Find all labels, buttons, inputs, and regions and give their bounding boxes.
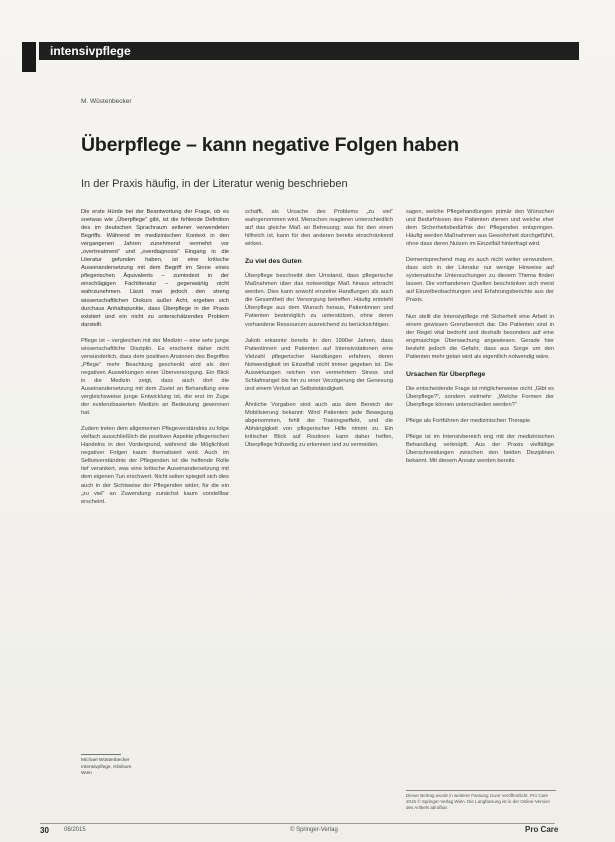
publisher-name: © Springer-Verlag bbox=[290, 827, 338, 833]
section-heading: Zu viel des Guten bbox=[245, 258, 302, 266]
paragraph: Pflege ist – vergleichen mit der Medizin – eine sehr junge wissenschaftliche Disziplin. Es erscheint daher nicht verwunderlich, dass dem positiven Ansinnen des Begriffes „Pflege“ mehr Beachtung geschenkt wird als den negativen Auswirkungen einer Überversorgung. Ein Blick in die Medizin zeigt, dass auch dort die Auseinandersetzung mit dem Zuviel an Behandlung eine vergleichsweise junge Entwicklung ist, die erst im Zuge der evidenzbasierten Medizin an Bedeutung gewonnen hat. bbox=[81, 337, 229, 417]
paragraph: Überpflege beschreibt den Umstand, dass pflegerische Maßnahmen über das notwendige Maß hinaus erbracht werden. Dies kann sowohl einzelne Handlungen als auch die Gesamtheit der Versorgung betreffen. Häufig entsteht Überpflege aus dem Wunsch heraus, Patientinnen und Patienten bestmöglich zu unterstützen, ohne deren vorhandene Ressourcen ausreichend zu berücksichtigen. bbox=[245, 273, 393, 328]
footnote-divider bbox=[81, 754, 121, 755]
issue-number: 06/2015 bbox=[64, 827, 86, 833]
paragraph: Die erste Hürde bei der Beantwortung der Frage, ob es soetwas wie „Überpflege“ gibt, ist die fehlende Definition des im deutschen Sprachraum seltener verwendeten Begriffs. Während im medizinischen Kontext in den vergangenen Jahren zunehmend vermehrt vor „overtreatment“ und „overdiagnosis“ Eingang in die Literatur gefunden haben, ist eine kritische Auseinandersetzung mit dem Begriff im Sinne eines pflegerischen Äquivalents – zumindest in der einschlägigen Fachliteratur – gegenwärtig nicht wahrzunehmen. Lässt man jedoch den streng wissenschaftlichen Diskurs außer Acht, ergeben sich durchaus Anhaltspunkte, dass Überpflege in der Praxis existiert und ein nicht zu unterschätzendes Problem darstellt. bbox=[81, 209, 229, 328]
page-number: 30 bbox=[40, 826, 49, 835]
article-title: Überpflege – kann negative Folgen haben bbox=[81, 134, 459, 156]
text-column-1 bbox=[81, 208, 229, 824]
paragraph: sagen, welche Pflegehandlungen primär den Wünschen und Bedürfnissen des Patienten dienen und welche eher dem Sicherheitsbedürfnis der Pflegenden entspringen. Häufig werden Maßnahmen aus Gewohnheit durchgeführt, ohne dass deren Nutzen im Einzelfall hinterfragt wird. bbox=[406, 209, 554, 248]
paragraph: Dementsprechend mag es auch nicht weiter verwundern, dass sich in der Literatur nur wenige Hinweise auf systematische Untersuchungen zu diesem Thema finden lassen. Die vorhandenen Quellen beschränken sich meist auf Einzelbeobachtungen und Erfahrungsberichte aus der Praxis. bbox=[406, 257, 554, 304]
footnote-line: Michael Wüstenbecker bbox=[81, 758, 130, 763]
section-label: intensivpflege bbox=[50, 44, 131, 58]
author-line: M. Wüstenbecker bbox=[81, 98, 132, 105]
paragraph: schafft, als Ursache des Problems „zu viel“ wahrgenommen wird. Menschen reagieren unterschiedlich auf das gleiche Maß an Betreuung; was für den einen hilfreich ist, kann für den anderen bereits einschränkend wirken. bbox=[245, 209, 393, 248]
footnote-line: Wien bbox=[81, 771, 92, 776]
section-marker bbox=[22, 42, 36, 72]
footer-divider bbox=[40, 823, 555, 824]
paragraph: Jakob erkannte bereits in den 1990er Jahren, dass Patientinnen und Patienten auf Intensivstationen eine Vielzahl pflegerischer Handlungen erfahren, deren Notwendigkeit im Einzelfall nicht immer gegeben ist. Die Auswirkungen reichen von vermehrtem Stress und Schlafmangel bis hin zu einer Verzögerung der Genesung und einem Verlust an Selbstständigkeit. bbox=[245, 337, 393, 392]
article-subtitle: In der Praxis häufig, in der Literatur wenig beschrieben bbox=[81, 178, 348, 190]
paragraph: Die entscheidende Frage ist möglicherweise nicht „Gibt es Überpflege?“, sondern vielmehr: „Welche Formen der Überpflege können unterschieden werden?“ bbox=[406, 385, 554, 408]
reference-divider bbox=[406, 790, 556, 791]
journal-name: Pro Care bbox=[525, 825, 559, 834]
reference-note: Dieser Beitrag wurde in weiterer Fassung zuvor veröffentlicht. Pro Care 2015 © Springer-Verlag Wien. Die Langfassung ist in der Online-Version des Artikels abrufbar. bbox=[406, 793, 550, 810]
paragraph: Nun stellt die Intensivpflege mit Sicherheit eine Arbeit in einem gewissen Grenzbereich dar. Die Patienten sind in der Regel vital bedroht und deshalb besonders auf eine engmaschige Überwachung angewiesen. Gerade hier besteht jedoch die Gefahr, dass aus Sorge um den Patienten mehr getan wird als eigentlich notwendig wäre. bbox=[406, 313, 554, 360]
footnote-line: Intensivpflege, Klinikum bbox=[81, 764, 132, 770]
text-column-3 bbox=[406, 208, 554, 793]
subheading-paragraph: Pflege als Fortführen der medizinischen Therapie bbox=[406, 417, 531, 424]
section-heading: Ursachen für Überpflege bbox=[406, 370, 486, 378]
paragraph: Zudem treten dem allgemeinen Pflegeverständnis zu folge vielfach ausschließlich die positiven Aspekte pflegerischen Handelns in den Vordergrund, während die Möglichkeit negativer Folgen kaum thematisiert wird. Auch im Selbstverständnis der Pflegenden ist die helfende Rolle tief verankert, was eine kritische Auseinandersetzung mit dem eigenen Tun erschwert. Nicht selten spiegelt sich dies auch in der Sichtweise der Pflegenden wider, für die ein „zu viel“ an Zuwendung zunächst kaum vorstellbar erscheint. bbox=[81, 426, 229, 505]
text-column-2 bbox=[245, 208, 393, 824]
paragraph: Ähnliche Vorgaben sind auch aus dem Bereich der Mobilisierung bekannt: Wird Patienten jede Bewegung abgenommen, fehlt der Trainingseffekt, und die Abhängigkeit von pflegerischer Hilfe nimmt zu. Ein kritischer Blick auf Routinen kann daher helfen, Überpflege frühzeitig zu erkennen und zu vermeiden. bbox=[245, 401, 393, 449]
author-footnote bbox=[81, 758, 221, 778]
paragraph: Pflege ist im Intensivbereich eng mit der medizinischen Behandlung verknüpft. Aus der Praxis vielfältige Überschneidungen zwischen den beiden Disziplinen bekannt. Mit diesem Ansatz werden bereits bbox=[406, 433, 554, 465]
